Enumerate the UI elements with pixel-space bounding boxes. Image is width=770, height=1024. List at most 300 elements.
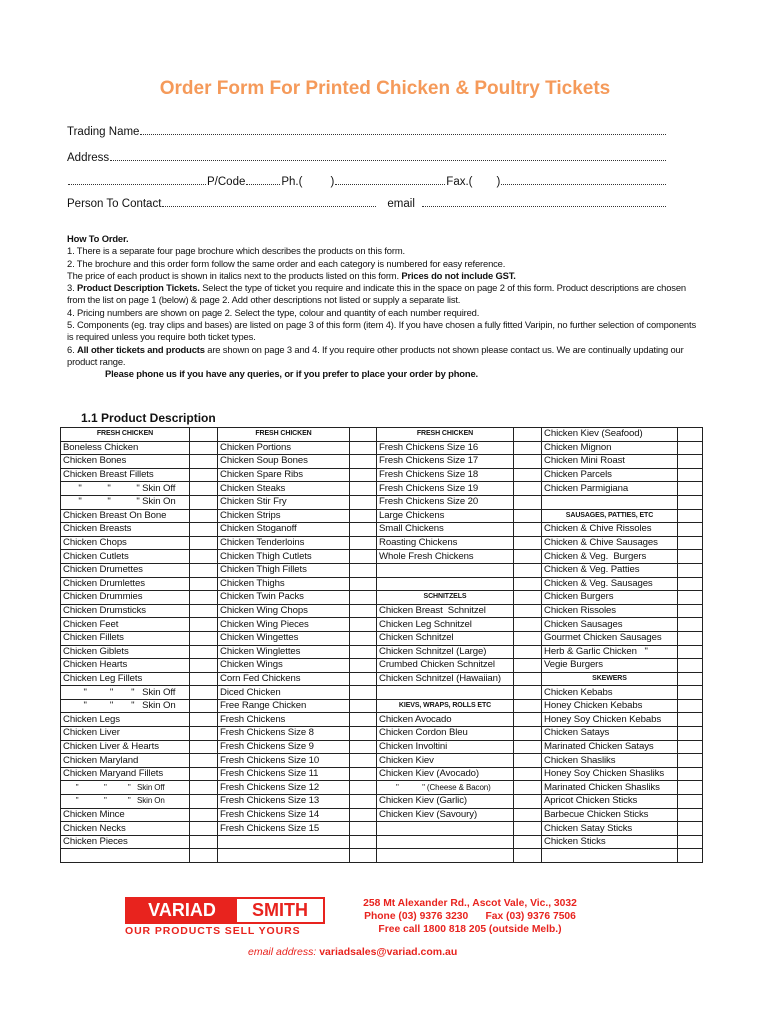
quantity-cell[interactable] (678, 509, 703, 523)
quantity-cell[interactable] (678, 482, 703, 496)
product-name: Chicken Rissoles (542, 604, 678, 618)
quantity-cell[interactable] (190, 550, 218, 564)
quantity-cell[interactable] (190, 699, 218, 713)
product-name: Chicken Necks (61, 822, 190, 836)
product-name: " " " Skin Off (61, 482, 190, 496)
table-row (61, 767, 703, 781)
instructions-heading: How To Order. (67, 233, 129, 244)
quantity-cell[interactable] (678, 699, 703, 713)
product-name: Chicken Chops (61, 536, 190, 550)
table-row (61, 455, 703, 469)
product-name: Chicken Soup Bones (218, 455, 350, 469)
quantity-cell[interactable] (190, 767, 218, 781)
product-name: Fresh Chickens Size 17 (377, 455, 514, 469)
quantity-cell[interactable] (514, 591, 542, 605)
product-name: Chicken Schnitzel (Hawaiian) (377, 672, 514, 686)
product-name: Chicken Hearts (61, 659, 190, 673)
quantity-cell[interactable] (190, 795, 218, 809)
quantity-cell[interactable] (514, 631, 542, 645)
fax-paren: ) (496, 176, 501, 188)
product-name: Chicken & Veg. Burgers (542, 550, 678, 564)
table-row (61, 795, 703, 809)
quantity-cell[interactable] (514, 781, 542, 795)
quantity-cell[interactable] (514, 699, 542, 713)
page-title: Order Form For Printed Chicken & Poultry Tickets (159, 78, 611, 99)
product-name: Chicken & Chive Sausages (542, 536, 678, 550)
product-name: Chicken Kiev (Seafood) (542, 428, 678, 442)
product-name: Chicken Legs (61, 713, 190, 727)
quantity-cell[interactable] (514, 468, 542, 482)
product-name: Chicken Liver & Hearts (61, 740, 190, 754)
trading-name-field[interactable] (67, 124, 667, 138)
quantity-cell[interactable] (678, 618, 703, 632)
quantity-cell[interactable] (190, 509, 218, 523)
empty-cell (377, 563, 514, 577)
product-name: Chicken Stir Fry (218, 495, 350, 509)
logo-tagline: OUR PRODUCTS SELL YOURS (125, 925, 301, 937)
product-name: Chicken Satay Sticks (542, 822, 678, 836)
quantity-cell[interactable] (678, 727, 703, 741)
product-name: Chicken Cordon Bleu (377, 727, 514, 741)
product-name: Chicken Spare Ribs (218, 468, 350, 482)
category-heading: KIEVS, WRAPS, ROLLS ETC (377, 699, 514, 713)
product-name: Chicken Parmigiana (542, 482, 678, 496)
product-name: Chicken & Veg. Patties (542, 563, 678, 577)
product-name: Chicken Drummies (61, 591, 190, 605)
table-row (61, 428, 703, 442)
pcode-label: P/Code (207, 176, 246, 188)
product-name: Fresh Chickens Size 14 (218, 808, 350, 822)
product-name: Chicken Schnitzel (Large) (377, 645, 514, 659)
quantity-cell[interactable] (678, 822, 703, 836)
product-name: Chicken Mince (61, 808, 190, 822)
quantity-cell[interactable] (350, 713, 377, 727)
table-row (61, 808, 703, 822)
product-name: Chicken Giblets (61, 645, 190, 659)
quantity-cell[interactable] (190, 835, 218, 849)
quantity-cell[interactable] (190, 659, 218, 673)
product-name: Chicken Tenderloins (218, 536, 350, 550)
quantity-cell[interactable] (678, 631, 703, 645)
product-name: Chicken Parcels (542, 468, 678, 482)
address-field[interactable] (67, 150, 667, 164)
quantity-cell[interactable] (190, 645, 218, 659)
quantity-cell[interactable] (678, 536, 703, 550)
empty-cell (218, 849, 350, 863)
quantity-cell[interactable] (190, 849, 218, 863)
company-email: email address: variadsales@variad.com.au (248, 946, 458, 958)
quantity-cell[interactable] (514, 495, 542, 509)
quantity-cell[interactable] (678, 645, 703, 659)
quantity-cell[interactable] (678, 754, 703, 768)
product-description-table (60, 427, 703, 863)
product-name: Chicken Maryland (61, 754, 190, 768)
table-row (61, 781, 703, 795)
product-name: Chicken Thighs (218, 577, 350, 591)
email-link[interactable]: variadsales@variad.com.au (319, 946, 458, 958)
product-name: Chicken Wings (218, 659, 350, 673)
quantity-cell[interactable] (678, 550, 703, 564)
quantity-cell[interactable] (190, 536, 218, 550)
product-name: Chicken Breast On Bone (61, 509, 190, 523)
quantity-cell[interactable] (514, 509, 542, 523)
quantity-cell[interactable] (350, 563, 377, 577)
quantity-cell[interactable] (514, 795, 542, 809)
table-row (61, 699, 703, 713)
table-row (61, 713, 703, 727)
quantity-cell[interactable] (190, 822, 218, 836)
table-row (61, 618, 703, 632)
table-row (61, 441, 703, 455)
company-contact (350, 897, 590, 936)
product-name: Honey Soy Chicken Kebabs (542, 713, 678, 727)
quantity-cell[interactable] (350, 618, 377, 632)
quantity-cell[interactable] (350, 740, 377, 754)
quantity-cell[interactable] (514, 455, 542, 469)
product-name: Marinated Chicken Satays (542, 740, 678, 754)
product-name: Chicken Twin Packs (218, 591, 350, 605)
product-name: Chicken Thigh Cutlets (218, 550, 350, 564)
product-name: Chicken Sausages (542, 618, 678, 632)
product-name: Chicken Strips (218, 509, 350, 523)
product-name: " " " Skin On (61, 495, 190, 509)
quantity-cell[interactable] (514, 536, 542, 550)
quantity-cell[interactable] (678, 441, 703, 455)
quantity-cell[interactable] (350, 495, 377, 509)
quantity-cell[interactable] (514, 618, 542, 632)
instruction-6: 6. All other tickets and products are shown on page 3 and 4. If you require other products not shown please contact us. We are continually updating our product range. (67, 343, 684, 367)
quantity-cell[interactable] (350, 686, 377, 700)
table-row (61, 754, 703, 768)
table-row (61, 468, 703, 482)
quantity-cell[interactable] (514, 754, 542, 768)
product-name: Honey Soy Chicken Shasliks (542, 767, 678, 781)
product-name: Chicken Fillets (61, 631, 190, 645)
quantity-cell[interactable] (350, 767, 377, 781)
table-row (61, 835, 703, 849)
instruction-2: 2. The brochure and this order form follow the same order and each category is numbered for easy reference. (67, 257, 506, 269)
quantity-cell[interactable] (190, 631, 218, 645)
quantity-cell[interactable] (190, 686, 218, 700)
quantity-cell[interactable] (350, 781, 377, 795)
quantity-cell[interactable] (514, 659, 542, 673)
product-name: Chicken Liver (61, 727, 190, 741)
postcode-phone-fax-row[interactable] (67, 174, 667, 188)
product-name: Chicken Wing Chops (218, 604, 350, 618)
quantity-cell[interactable] (350, 659, 377, 673)
product-name: Chicken Bones (61, 455, 190, 469)
quantity-cell[interactable] (514, 550, 542, 564)
quantity-cell[interactable] (350, 550, 377, 564)
product-name: " " (Cheese & Bacon) (377, 781, 514, 795)
table-row (61, 577, 703, 591)
product-name: Gourmet Chicken Sausages (542, 631, 678, 645)
quantity-cell[interactable] (190, 672, 218, 686)
empty-cell (542, 495, 678, 509)
product-name: Diced Chicken (218, 686, 350, 700)
quantity-cell[interactable] (350, 645, 377, 659)
quantity-cell[interactable] (678, 523, 703, 537)
company-address: 258 Mt Alexander Rd., Ascot Vale, Vic., 3032 (363, 898, 577, 909)
quantity-cell[interactable] (514, 740, 542, 754)
empty-cell (377, 822, 514, 836)
empty-cell (218, 835, 350, 849)
product-name: Chicken Mignon (542, 441, 678, 455)
category-heading: SAUSAGES, PATTIES, ETC (542, 509, 678, 523)
quantity-cell[interactable] (190, 781, 218, 795)
quantity-cell[interactable] (514, 727, 542, 741)
quantity-cell[interactable] (514, 604, 542, 618)
table-row (61, 727, 703, 741)
how-to-order-instructions (67, 233, 697, 381)
product-name: Boneless Chicken (61, 441, 190, 455)
quantity-cell[interactable] (514, 523, 542, 537)
quantity-cell[interactable] (514, 686, 542, 700)
quantity-cell[interactable] (190, 604, 218, 618)
quantity-cell[interactable] (678, 740, 703, 754)
category-heading: SCHNITZELS (377, 591, 514, 605)
product-name: Chicken Kiev (Avocado) (377, 767, 514, 781)
product-name: Chicken Sticks (542, 835, 678, 849)
product-name: Fresh Chickens Size 9 (218, 740, 350, 754)
product-name: Chicken Avocado (377, 713, 514, 727)
product-name: Chicken Kiev (377, 754, 514, 768)
table-row (61, 604, 703, 618)
fax-label: Fax.( (446, 176, 473, 188)
instruction-5: 5. Components (eg. tray clips and bases) are listed on page 3 of this form (item 4). If you have chosen a fully fitted Varipin, no further selection of components is required unless you require both ticket types. (67, 319, 696, 343)
product-name: Chicken Drumlettes (61, 577, 190, 591)
product-name: Chicken Winglettes (218, 645, 350, 659)
product-name: Chicken Schnitzel (377, 631, 514, 645)
quantity-cell[interactable] (350, 441, 377, 455)
product-name: " " " Skin On (61, 699, 190, 713)
phone-label: Ph.( (281, 176, 303, 188)
phone-note: Please phone us if you have any queries, or if you prefer to place your order by phone. (105, 368, 478, 380)
quantity-cell[interactable] (350, 428, 377, 442)
quantity-cell[interactable] (190, 754, 218, 768)
quantity-cell[interactable] (350, 482, 377, 496)
quantity-cell[interactable] (190, 727, 218, 741)
table-row (61, 536, 703, 550)
quantity-cell[interactable] (350, 835, 377, 849)
table-row (61, 563, 703, 577)
quantity-cell[interactable] (678, 563, 703, 577)
product-name: Chicken Kebabs (542, 686, 678, 700)
quantity-cell[interactable] (190, 618, 218, 632)
product-name: Herb & Garlic Chicken " (542, 645, 678, 659)
product-name: Chicken Breasts (61, 523, 190, 537)
table-row (61, 509, 703, 523)
quantity-cell[interactable] (514, 441, 542, 455)
table-row (61, 591, 703, 605)
quantity-cell[interactable] (514, 482, 542, 496)
quantity-cell[interactable] (678, 577, 703, 591)
product-name: Chicken Wing Pieces (218, 618, 350, 632)
quantity-cell[interactable] (678, 781, 703, 795)
quantity-cell[interactable] (678, 455, 703, 469)
quantity-cell[interactable] (190, 455, 218, 469)
quantity-cell[interactable] (678, 849, 703, 863)
quantity-cell[interactable] (514, 713, 542, 727)
table-row (61, 495, 703, 509)
quantity-cell[interactable] (190, 713, 218, 727)
quantity-cell[interactable] (190, 428, 218, 442)
company-phone: Phone (03) 9376 3230 (364, 911, 469, 922)
quantity-cell[interactable] (678, 835, 703, 849)
quantity-cell[interactable] (350, 672, 377, 686)
quantity-cell[interactable] (678, 713, 703, 727)
table-row (61, 645, 703, 659)
company-fax: Fax (03) 9376 7506 (485, 911, 576, 922)
category-heading: FRESH CHICKEN (377, 428, 514, 442)
product-name: Chicken Steaks (218, 482, 350, 496)
quantity-cell[interactable] (350, 727, 377, 741)
quantity-cell[interactable] (514, 645, 542, 659)
quantity-cell[interactable] (678, 591, 703, 605)
quantity-cell[interactable] (190, 495, 218, 509)
quantity-cell[interactable] (514, 563, 542, 577)
product-name: Whole Fresh Chickens (377, 550, 514, 564)
quantity-cell[interactable] (678, 428, 703, 442)
quantity-cell[interactable] (350, 754, 377, 768)
quantity-cell[interactable] (350, 631, 377, 645)
product-name: Chicken Wingettes (218, 631, 350, 645)
product-name: Fresh Chickens Size 8 (218, 727, 350, 741)
empty-cell (377, 686, 514, 700)
product-name: Fresh Chickens Size 15 (218, 822, 350, 836)
quantity-cell[interactable] (350, 455, 377, 469)
product-name: Free Range Chicken (218, 699, 350, 713)
quantity-cell[interactable] (350, 577, 377, 591)
product-name: Chicken Thigh Fillets (218, 563, 350, 577)
quantity-cell[interactable] (190, 591, 218, 605)
table-row (61, 672, 703, 686)
logo-variad: VARIAD (127, 899, 237, 922)
quantity-cell[interactable] (678, 672, 703, 686)
quantity-cell[interactable] (190, 482, 218, 496)
empty-cell (542, 849, 678, 863)
quantity-cell[interactable] (190, 577, 218, 591)
table-row (61, 822, 703, 836)
product-name: " " " Skin Off (61, 781, 190, 795)
quantity-cell[interactable] (678, 604, 703, 618)
product-name: Fresh Chickens Size 16 (377, 441, 514, 455)
quantity-cell[interactable] (190, 523, 218, 537)
variad-smith-logo (125, 897, 325, 937)
product-name: Chicken & Veg. Sausages (542, 577, 678, 591)
quantity-cell[interactable] (514, 767, 542, 781)
empty-cell (377, 577, 514, 591)
quantity-cell[interactable] (350, 523, 377, 537)
product-name: Chicken Cutlets (61, 550, 190, 564)
quantity-cell[interactable] (190, 563, 218, 577)
product-name: Chicken Maryand Fillets (61, 767, 190, 781)
logo-smith: SMITH (252, 900, 308, 920)
product-name: Chicken & Chive Rissoles (542, 523, 678, 537)
instruction-price: The price of each product is shown in italics next to the products listed on this form. Prices do not include GST. (67, 269, 516, 281)
product-name: Chicken Mini Roast (542, 455, 678, 469)
product-name: Vegie Burgers (542, 659, 678, 673)
product-name: " " " Skin On (61, 795, 190, 809)
product-name: Chicken Satays (542, 727, 678, 741)
empty-cell (61, 849, 190, 863)
table-row (61, 523, 703, 537)
table-row (61, 659, 703, 673)
contact-email-row[interactable] (67, 196, 667, 210)
product-name: Chicken Burgers (542, 591, 678, 605)
quantity-cell[interactable] (350, 468, 377, 482)
instruction-1: 1. There is a separate four page brochure which describes the products on this form. (67, 245, 405, 257)
product-name: Fresh Chickens (218, 713, 350, 727)
category-heading: FRESH CHICKEN (218, 428, 350, 442)
empty-cell (377, 835, 514, 849)
quantity-cell[interactable] (350, 849, 377, 863)
product-name: Large Chickens (377, 509, 514, 523)
product-name: Fresh Chickens Size 20 (377, 495, 514, 509)
address-label: Address (67, 152, 110, 164)
table-row (61, 550, 703, 564)
instruction-3: 3. Product Description Tickets. Select the type of ticket you require and indicate this in the space on page 2 of this form. Product descriptions are chosen from the list on page 1 (below) & page 2. Add other descriptions not listed or supply a separate list. (67, 282, 686, 306)
product-name: Chicken Portions (218, 441, 350, 455)
quantity-cell[interactable] (190, 740, 218, 754)
product-name: Crumbed Chicken Schnitzel (377, 659, 514, 673)
quantity-cell[interactable] (678, 808, 703, 822)
quantity-cell[interactable] (678, 795, 703, 809)
quantity-cell[interactable] (350, 536, 377, 550)
category-heading: SKEWERS (542, 672, 678, 686)
quantity-cell[interactable] (190, 468, 218, 482)
quantity-cell[interactable] (678, 495, 703, 509)
quantity-cell[interactable] (514, 577, 542, 591)
quantity-cell[interactable] (678, 686, 703, 700)
quantity-cell[interactable] (350, 604, 377, 618)
quantity-cell[interactable] (350, 699, 377, 713)
quantity-cell[interactable] (678, 468, 703, 482)
quantity-cell[interactable] (190, 808, 218, 822)
quantity-cell[interactable] (350, 795, 377, 809)
product-name: Chicken Leg Fillets (61, 672, 190, 686)
product-name: Fresh Chickens Size 19 (377, 482, 514, 496)
product-name: Fresh Chickens Size 10 (218, 754, 350, 768)
product-name: " " " Skin Off (61, 686, 190, 700)
quantity-cell[interactable] (514, 428, 542, 442)
product-name: Chicken Leg Schnitzel (377, 618, 514, 632)
email-label: email (387, 198, 415, 210)
section-title: 1.1 Product Description (81, 411, 216, 425)
product-name: Honey Chicken Kebabs (542, 699, 678, 713)
product-name: Roasting Chickens (377, 536, 514, 550)
quantity-cell[interactable] (514, 822, 542, 836)
quantity-cell[interactable] (514, 849, 542, 863)
quantity-cell[interactable] (678, 767, 703, 781)
quantity-cell[interactable] (678, 659, 703, 673)
quantity-cell[interactable] (514, 835, 542, 849)
quantity-cell[interactable] (350, 591, 377, 605)
product-name: Fresh Chickens Size 12 (218, 781, 350, 795)
product-name: Fresh Chickens Size 11 (218, 767, 350, 781)
quantity-cell[interactable] (514, 672, 542, 686)
product-name: Corn Fed Chickens (218, 672, 350, 686)
quantity-cell[interactable] (350, 822, 377, 836)
quantity-cell[interactable] (350, 808, 377, 822)
table-row (61, 686, 703, 700)
product-name: Chicken Breast Fillets (61, 468, 190, 482)
quantity-cell[interactable] (350, 509, 377, 523)
product-name: Chicken Shasliks (542, 754, 678, 768)
quantity-cell[interactable] (514, 808, 542, 822)
quantity-cell[interactable] (190, 441, 218, 455)
phone-paren: ) (330, 176, 335, 188)
